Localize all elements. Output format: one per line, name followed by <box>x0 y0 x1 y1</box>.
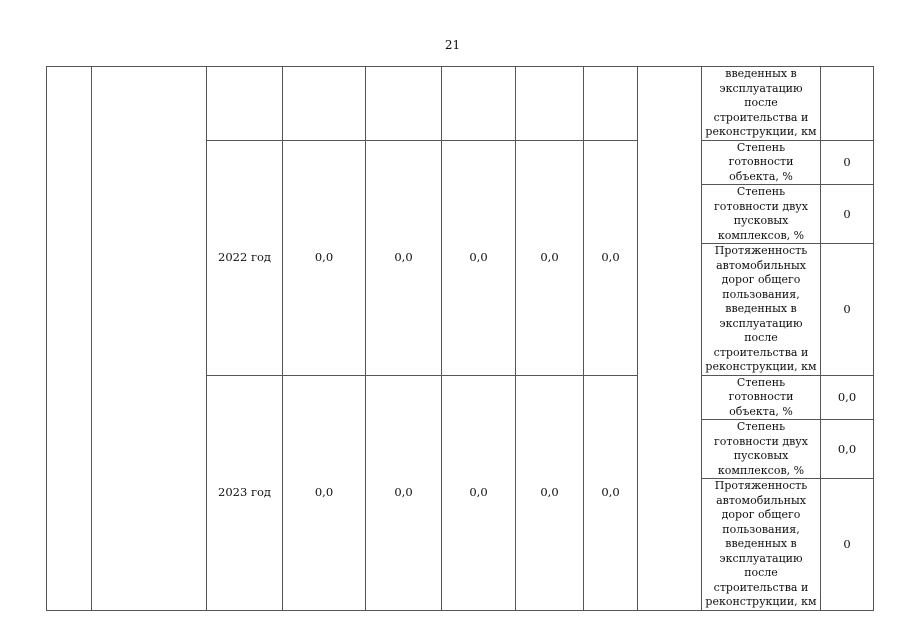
amount-cell <box>584 67 638 141</box>
indicator-value: 0,0 <box>821 375 874 420</box>
amount-cell <box>442 67 516 141</box>
indicator-value: 0,0 <box>821 420 874 479</box>
amount-value: 0,0 <box>584 140 638 375</box>
executor-cell <box>638 67 702 611</box>
indicator-name: Степень готовности двух пусковых комплексов, % <box>702 185 821 244</box>
indicator-name: Степень готовности объекта, % <box>702 140 821 185</box>
amount-value: 0,0 <box>366 375 442 610</box>
amount-value: 0,0 <box>283 375 366 610</box>
amount-value: 0,0 <box>442 375 516 610</box>
year-cell <box>207 67 283 141</box>
indicator-name: введенных в эксплуатацию после строительства и реконструкции, км <box>702 67 821 141</box>
indicator-value: 0 <box>821 244 874 376</box>
amount-cell <box>516 67 584 141</box>
amount-cell <box>283 67 366 141</box>
indicator-name: Протяженность автомобильных дорог общего пользования, введенных в эксплуатацию после строительства и реконструкции, км <box>702 479 821 611</box>
page-number: 21 <box>444 38 461 52</box>
year-label: 2023 год <box>207 375 283 610</box>
indicator-value <box>821 67 874 141</box>
program-table <box>46 66 874 611</box>
indicator-value: 0 <box>821 185 874 244</box>
amount-value: 0,0 <box>584 375 638 610</box>
indicator-name: Протяженность автомобильных дорог общего пользования, введенных в эксплуатацию после строительства и реконструкции, км <box>702 244 821 376</box>
amount-value: 0,0 <box>442 140 516 375</box>
name-cell <box>92 67 207 611</box>
amount-cell <box>366 67 442 141</box>
indicator-name: Степень готовности объекта, % <box>702 375 821 420</box>
indicator-name: Степень готовности двух пусковых комплексов, % <box>702 420 821 479</box>
year-label: 2022 год <box>207 140 283 375</box>
table-row <box>47 67 874 141</box>
indicator-value: 0 <box>821 140 874 185</box>
amount-value: 0,0 <box>283 140 366 375</box>
number-cell <box>47 67 92 611</box>
amount-value: 0,0 <box>366 140 442 375</box>
indicator-value: 0 <box>821 479 874 611</box>
amount-value: 0,0 <box>516 375 584 610</box>
amount-value: 0,0 <box>516 140 584 375</box>
